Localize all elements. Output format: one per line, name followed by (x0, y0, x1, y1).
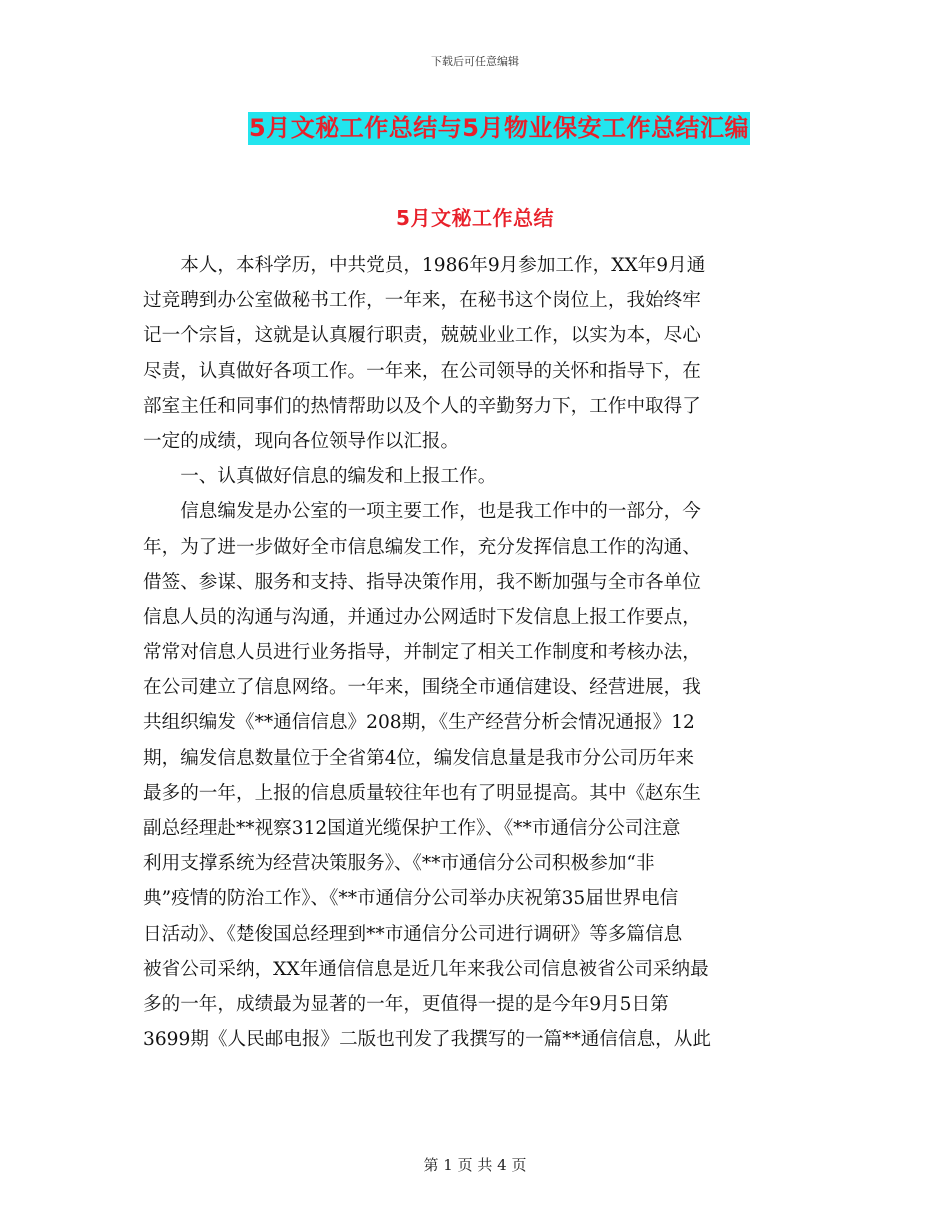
body-line: 利用支撑系统为经营决策服务》、《**市通信分公司积极参加“非 (143, 853, 655, 875)
body-line: 典”疫情的防治工作》、《**市通信分公司举办庆祝第35届世界电信 (143, 888, 679, 910)
body-line: 年，为了进一步做好全市信息编发工作，充分发挥信息工作的沟通、 (143, 536, 701, 558)
body-line: 本人，本科学历，中共党员，1986年9月参加工作，XX年9月通 (143, 255, 706, 276)
body-line: 3699期《人民邮电报》二版也刊发了我撰写的一篇**通信信息，从此 (143, 1029, 711, 1051)
body-line: 日活动》、《楚俊国总经理到**市通信分公司进行调研》等多篇信息 (143, 923, 683, 945)
body-line: 部室主任和同事们的热情帮助以及个人的辛勤努力下，工作中取得了 (143, 395, 701, 417)
body-line: 在公司建立了信息网络。一年来，围绕全市通信建设、经营进展，我 (143, 677, 701, 699)
body-line: 期，编发信息数量位于全省第4位，编发信息量是我市分公司历年来 (143, 747, 695, 769)
body-line: 过竞聘到办公室做秘书工作，一年来，在秘书这个岗位上，我始终牢 (143, 290, 701, 312)
body-line: 借签、参谋、服务和支持、指导决策作用，我不断加强与全市各单位 (143, 571, 701, 593)
body-line: 信息人员的沟通与沟通，并通过办公网适时下发信息上报工作要点， (143, 606, 701, 628)
body-line: 被省公司采纳，XX年通信信息是近几年来我公司信息被省公司采纳最 (143, 958, 709, 980)
document-title: 5月文秘工作总结与5月物业保安工作总结汇编 (248, 112, 750, 145)
document-body (143, 248, 803, 1057)
body-line: 信息编发是办公室的一项主要工作，也是我工作中的一部分，今 (143, 501, 701, 523)
body-line: 多的一年，成绩最为显著的一年，更值得一提的是今年9月5日第 (143, 993, 669, 1015)
header-note: 下载后可任意编辑 (431, 55, 519, 68)
body-line: 一、认真做好信息的编发和上报工作。 (143, 466, 497, 488)
body-line: 一定的成绩，现向各位领导作以汇报。 (143, 430, 460, 452)
body-line: 尽责，认真做好各项工作。一年来，在公司领导的关怀和指导下，在 (143, 360, 701, 382)
document-title-container (0, 112, 950, 145)
section-title: 5月文秘工作总结 (396, 206, 554, 230)
body-line: 记一个宗旨，这就是认真履行职责，兢兢业业工作，以实为本，尽心 (143, 325, 701, 347)
body-line: 共组织编发《**通信信息》208期，《生产经营分析会情况通报》12 (143, 712, 695, 734)
page-footer: 第 1 页 共 4 页 (423, 1156, 527, 1174)
body-line: 最多的一年，上报的信息质量较往年也有了明显提高。其中《赵东生 (143, 782, 701, 804)
body-line: 常常对信息人员进行业务指导，并制定了相关工作制度和考核办法， (143, 642, 701, 664)
body-line: 副总经理赴**视察312国道光缆保护工作》、《**市通信分公司注意 (143, 818, 681, 839)
